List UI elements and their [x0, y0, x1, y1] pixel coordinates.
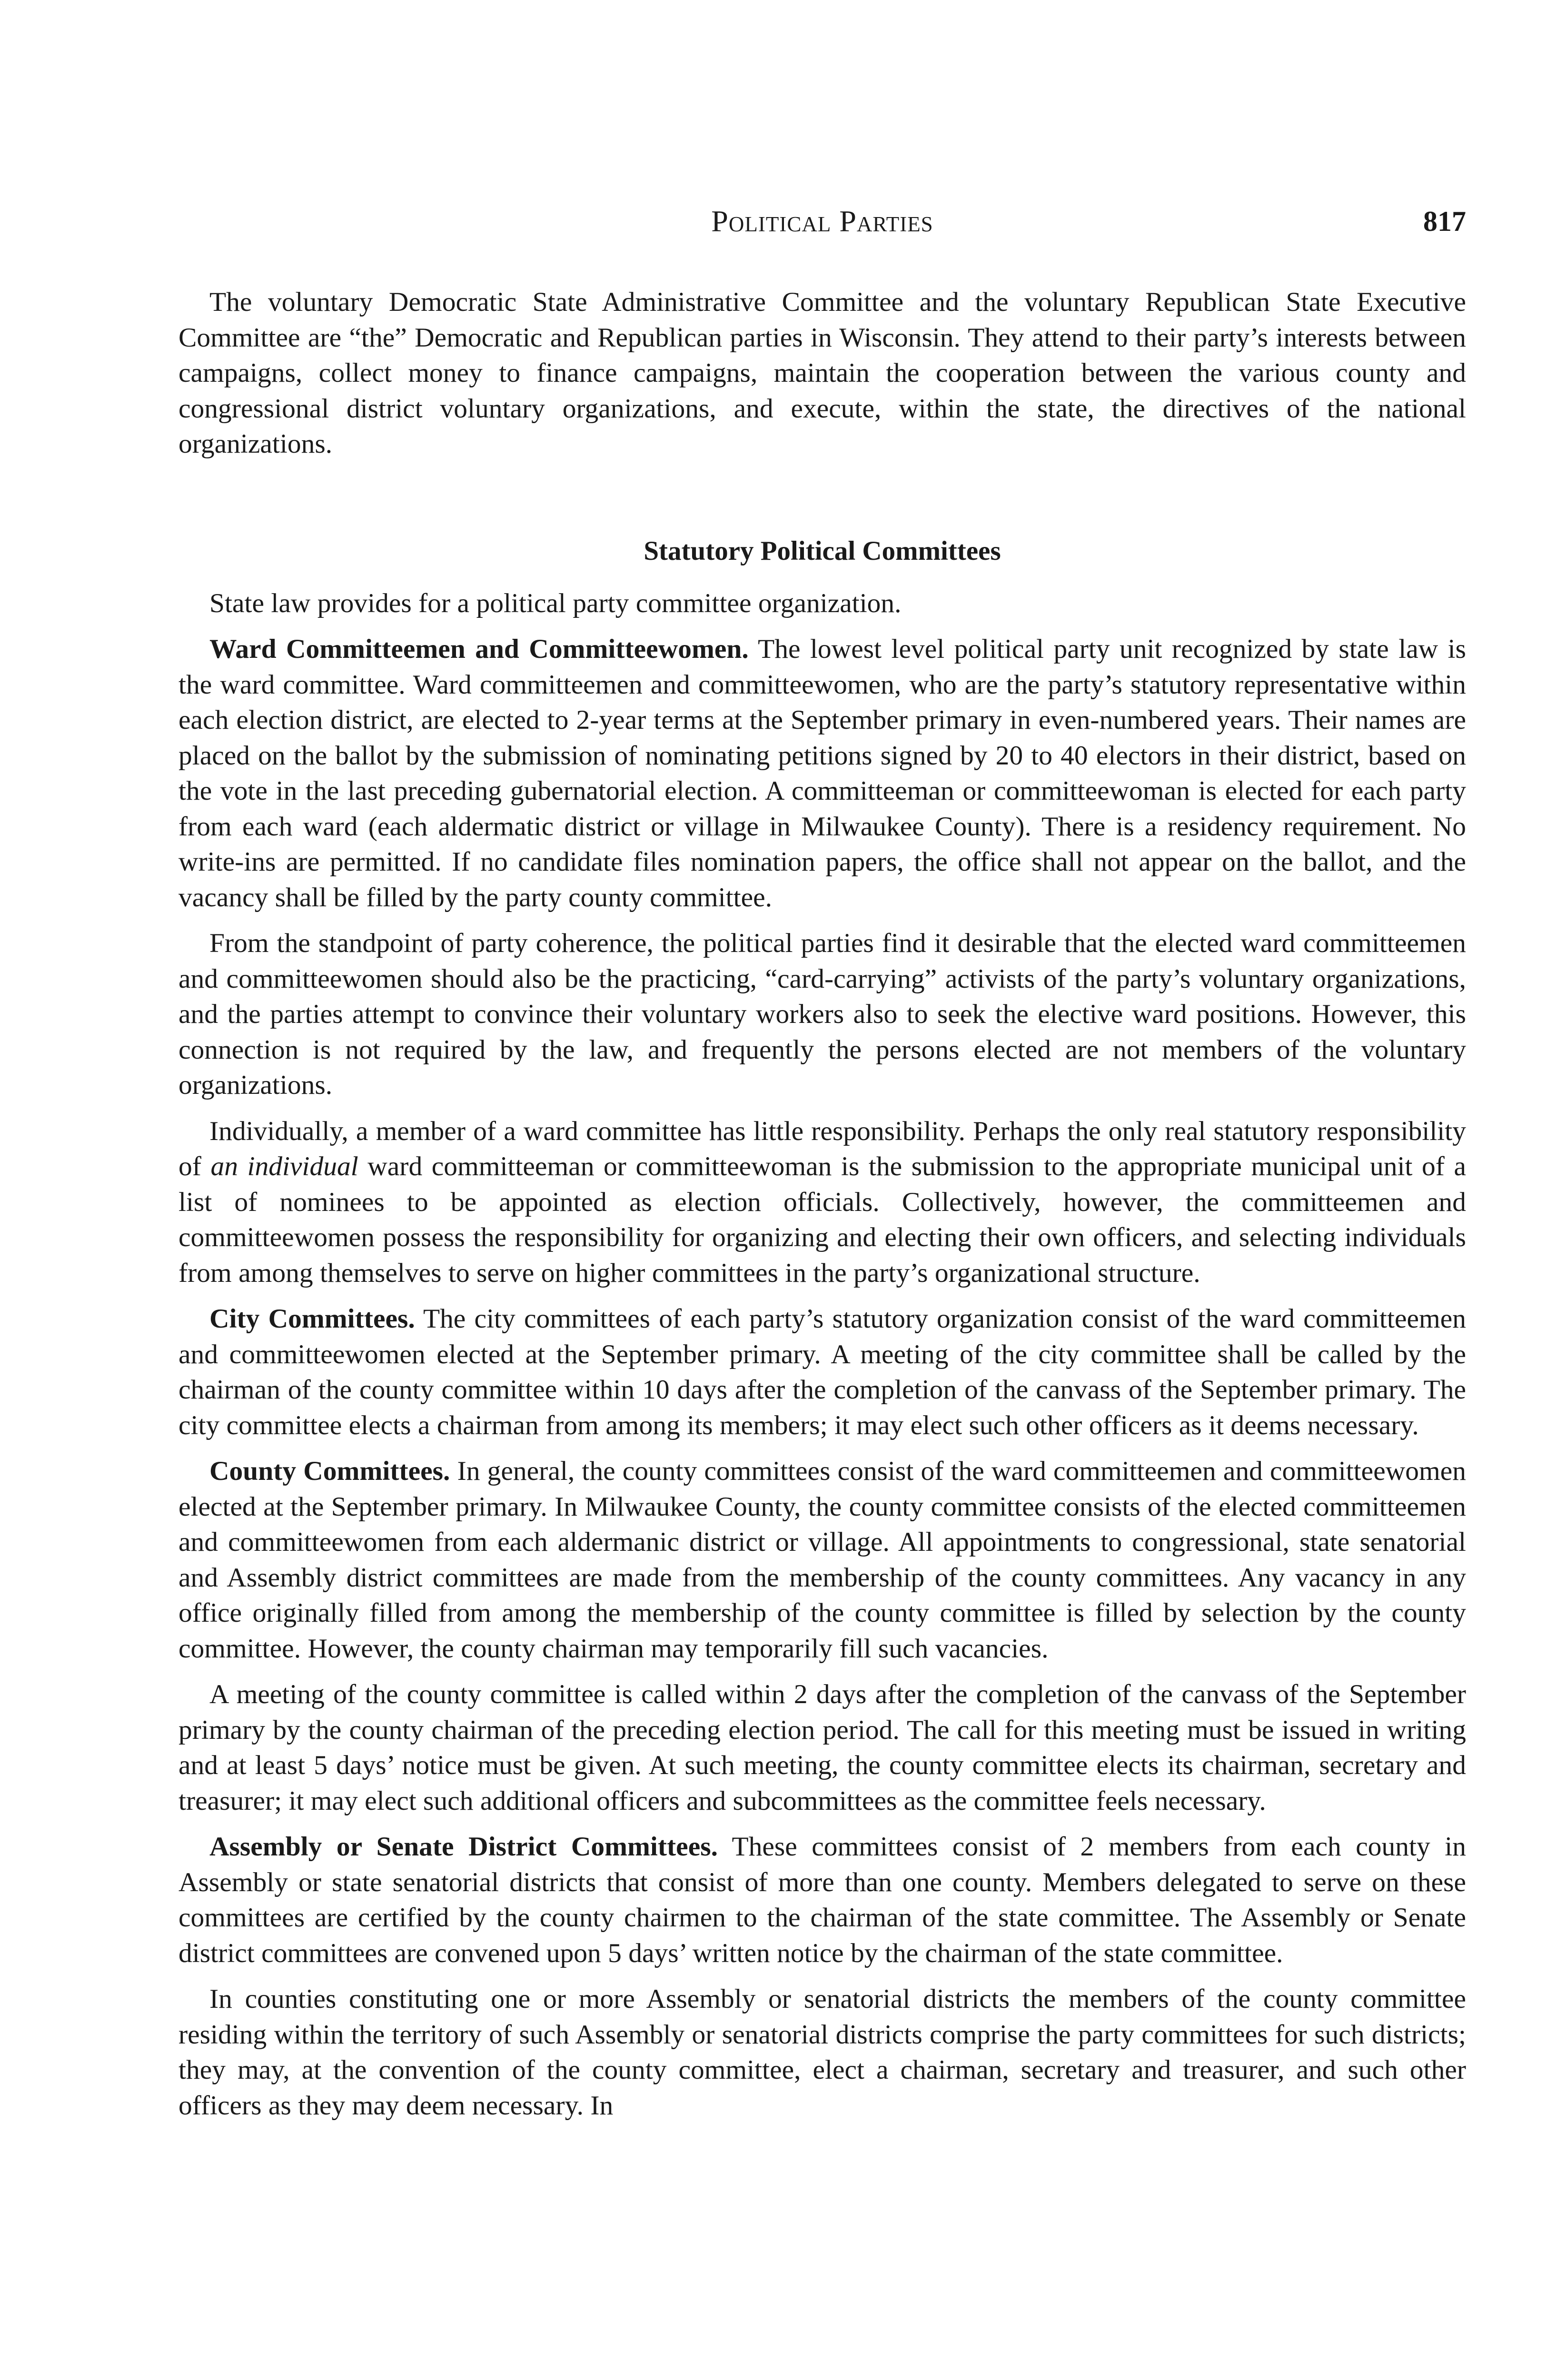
county-text-1: In general, the county committees consist of the ward committeemen and committeewomen elected at the September primary. In Milwaukee County, the county committee consists of the elected committeemen and committeewomen from each aldermanic district or village. All appointments to congressional, state senatorial and Assembly district committees are made from the membership of the county committees. Any vacancy in any office originally filled from among the membership of the county committee is filled by selection by the county committee. However, the county chairman may temporarily fill such vacancies. [178, 1456, 1466, 1664]
district-paragraph-2: In counties constituting one or more Assembly or senatorial districts the members of the county committee residing within the territory of such Assembly or senatorial districts comprise the party committees for such districts; they may, at the convention of the county committee, elect a chairman, secretary and treasurer, and such other officers as they may deem necessary. In [178, 1984, 1466, 2121]
district-text-1: These committees consist of 2 members from each county in Assembly or state senatorial districts that consist of more than one county. Members delegated to serve on these committees are certified by the county chairmen to the chairman of the state committee. The Assembly or Senate district committees are convened upon 5 days’ written notice by the chairman of the state committee. [178, 1832, 1467, 1968]
ward-text-1: The lowest level political party unit recognized by state law is the ward committee. Ward committeemen and committeewomen, who are the party’s statutory representative within each election district, are elected to 2-year terms at the September primary in even-numbered years. Their names are placed on the ballot by the submission of nominating petitions signed by 20 to 40 electors in their district, based on the vote in the last preceding gubernatorial election. A committeeman or committeewoman is elected for each party from each ward (each aldermatic district or village in Milwaukee County). There is a residency requirement. No write-ins are permitted. If no candidate files nomination papers, the office shall not appear on the ballot, and the vacancy shall be filled by the party county committee. [178, 634, 1467, 912]
section-heading: Statutory Political Committees [644, 536, 1001, 566]
city-heading: City Committees. [209, 1304, 415, 1334]
city-text: The city committees of each party’s statutory organization consist of the ward committeemen and committeewomen elected at the September primary. A meeting of the city committee shall be called by the chairman of the county committee within 10 days after the completion of the canvass of the September primary. The city committee elects a chairman from among its members; it may elect such other officers as it deems necessary. [178, 1304, 1466, 1440]
running-title: Political Parties [711, 204, 933, 238]
county-paragraph-1 [178, 1454, 1466, 1666]
city-paragraph [178, 1301, 1466, 1443]
ward-paragraph-3 [178, 1114, 1466, 1291]
ward-paragraph-1 [178, 632, 1466, 915]
ward-heading: Ward Committeemen and Committeewomen. [209, 634, 749, 664]
intro-paragraph: The voluntary Democratic State Administrative Committee and the voluntary Republican State Executive Committee are “the” Democratic and Republican parties in Wisconsin. They attend to their party’s interests between campaigns, collect money to finance campaigns, maintain the cooperation between the various county and congressional district voluntary organizations, and execute, within the state, the directives of the national organizations. [178, 287, 1466, 459]
county-paragraph-2: A meeting of the county committee is called within 2 days after the completion of the canvass of the September primary by the county chairman of the preceding election period. The call for this meeting must be issued in writing and at least 5 days’ notice must be given. At such meeting, the county committee elects its chairman, secretary and treasurer; it may elect such additional officers and subcommittees as the committee feels necessary. [178, 1679, 1466, 1816]
running-head [178, 202, 1466, 240]
ward-text-3-end: ward committeeman or committeewoman is the submission to the appropriate municipal unit of a list of nominees to be appointed as election officials. Collectively, however, the committeemen and committeewomen possess the responsibility for organizing and electing their own officers, and selecting individuals from among themselves to serve on higher committees in the party’s organizational structure. [178, 1151, 1466, 1288]
district-heading: Assembly or Senate District Committees. [209, 1832, 718, 1862]
section-lead: State law provides for a political party committee organization. [209, 588, 902, 618]
ward-text-3-start: Individually, a member of a ward committee has little responsibility. Perhaps the only real statutory responsibility of [178, 1116, 1466, 1181]
ward-text-3-emphasis: an individual [210, 1151, 358, 1181]
page-number: 817 [1423, 206, 1466, 237]
body-text [178, 285, 1466, 2123]
ward-paragraph-2: From the standpoint of party coherence, the political parties find it desirable that the elected ward committeemen and committeewomen should also be the practicing, “card-carrying” activists of the party’s voluntary organizations, and the parties attempt to convince their voluntary workers also to seek the elective ward positions. However, this connection is not required by the law, and frequently the persons elected are not members of the voluntary organizations. [178, 928, 1466, 1100]
district-paragraph-1 [178, 1829, 1466, 1971]
county-heading: County Committees. [209, 1456, 450, 1486]
